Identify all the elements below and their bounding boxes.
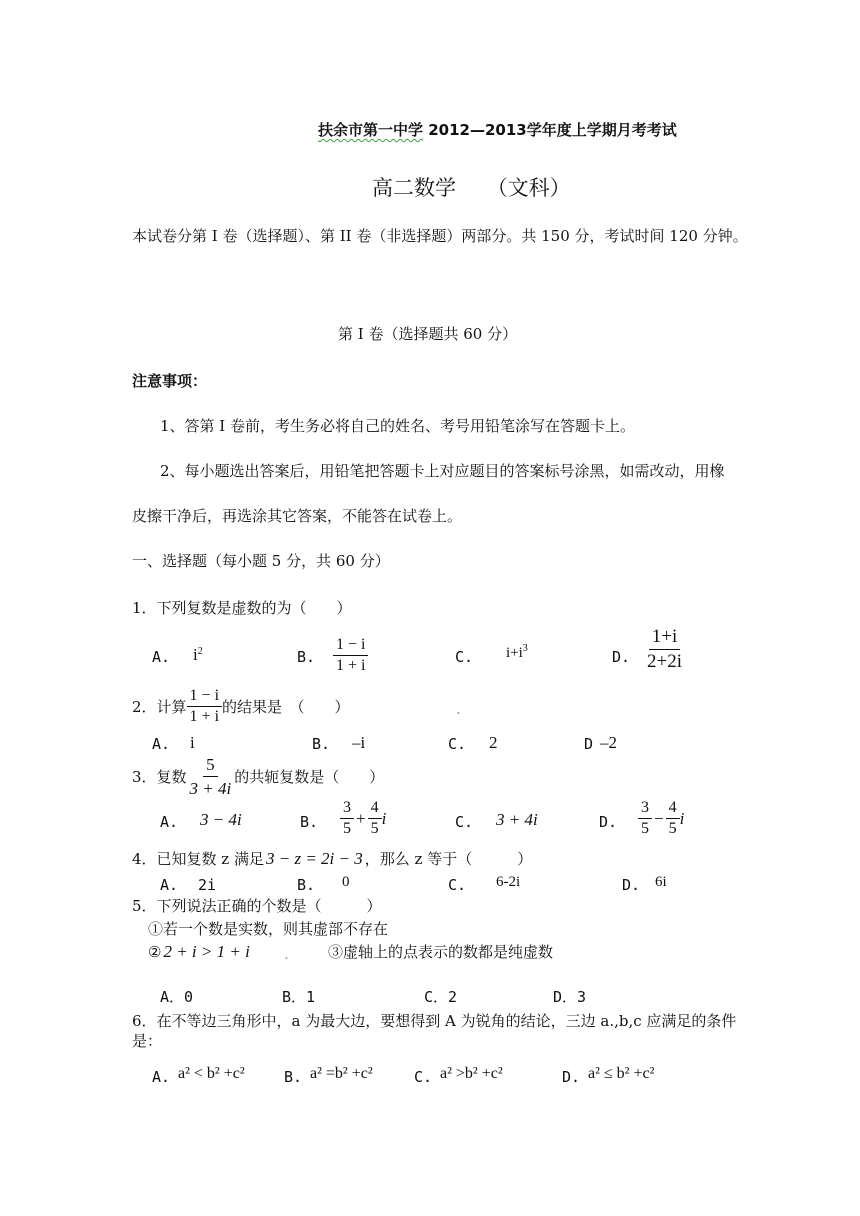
q5-option-c: C．2 (424, 988, 458, 1006)
q2-suffix: 的结果是 （ ） (222, 697, 350, 716)
subject-label: 高二数学 (372, 176, 456, 200)
notice-item-2b: 皮擦干净后，再选涂其它答案，不能答在试卷上。 (132, 507, 463, 525)
q3-b-frac2 (368, 799, 382, 838)
q4-option-a: 2i (198, 876, 217, 894)
q3-option-b-label: B. (300, 813, 319, 831)
q6-stem-line2: 是： (132, 1032, 163, 1050)
q4-stem (132, 850, 532, 868)
q3-b-frac1 (340, 799, 354, 838)
q2-option-d-label: D (584, 735, 594, 753)
q5-option-a: A．0 (160, 988, 194, 1006)
q1-option-b (333, 636, 368, 675)
q3-b-n1: 3 (340, 799, 354, 819)
intro-text: 本试卷分第 I 卷（选择题）、第 II 卷（非选择题）两部分。共 150 分，考试时间 120 分钟。 (132, 227, 748, 245)
exam-title (318, 119, 677, 140)
q2-stem (132, 687, 350, 726)
q6-option-a-label: A. (152, 1068, 171, 1086)
notice-heading: 注意事项： (132, 372, 208, 390)
q3-option-a-label: A. (160, 813, 179, 831)
q2-option-c-label: C. (448, 735, 467, 753)
q3-option-b (340, 799, 386, 838)
q1-b-num: 1 − i (333, 636, 368, 656)
q1-option-b-label: B. (297, 648, 316, 666)
q6-option-d-label: D. (562, 1068, 581, 1086)
q2-option-b-label: B. (312, 735, 331, 753)
q4-suffix: ，那么 z 等于（ ） (364, 850, 533, 868)
q1-option-c-label: C. (455, 648, 474, 666)
q3-d-n1: 3 (638, 799, 652, 819)
q5-s2-math: 2 + i > 1 + i (163, 942, 250, 961)
q2-num: 1 − i (187, 687, 222, 707)
q1-a-exp: 2 (197, 646, 203, 657)
section-heading: 一、选择题（每小题 5 分，共 60 分） (132, 552, 390, 570)
q3-num: 5 (203, 754, 218, 777)
q6-stem-line1: 6．在不等边三角形中，a 为最大边，要想得到 A 为锐角的结论，三边 a.,b,c 应满足的条件 (132, 1012, 737, 1030)
q2-option-d: –2 (600, 733, 617, 752)
q3-d-op: − (654, 808, 664, 828)
q3-option-d-label: D. (599, 813, 618, 831)
q3-b-i: i (381, 808, 387, 828)
q3-b-d2: 5 (370, 820, 379, 837)
q3-option-d (638, 799, 684, 838)
q4-option-b: 0 (342, 874, 350, 890)
q3-b-n2: 4 (368, 799, 382, 819)
term-label: 学年度上学期月考考试 (526, 121, 677, 139)
q4-option-a-label: A. (160, 876, 179, 894)
q2-fraction (187, 687, 222, 726)
q2-option-a: i (190, 733, 195, 752)
q2-stray-dot: . (456, 700, 461, 718)
notice-item-2a: 2、每小题选出答案后，用铅笔把答题卡上对应题目的答案标号涂黑，如需改动，用橡 (160, 462, 725, 480)
q1-b-den: 1 + i (336, 657, 366, 674)
q5-statement-3: ③虚轴上的点表示的数都是纯虚数 (328, 943, 554, 961)
q5-stray-dot: . (284, 945, 289, 963)
q3-option-a: 3 − 4i (200, 810, 242, 829)
q1-stem: 1．下列复数是虚数的为（ ） (132, 599, 352, 617)
q4-equation: 3 − z = 2i − 3 (265, 849, 363, 868)
q3-d-frac2 (666, 799, 680, 838)
q3-prefix: 3．复数 (132, 767, 187, 786)
q1-option-d-label: D. (612, 648, 631, 666)
q3-d-d2: 5 (668, 820, 677, 837)
q5-statement-1: ①若一个数是实数，则其虚部不存在 (148, 920, 389, 938)
q4-option-c: 6-2i (496, 874, 521, 890)
q1-option-d (644, 626, 685, 673)
notice-item-1: 1、答第 I 卷前，考生务必将自己的姓名、考号用铅笔涂写在答题卡上。 (160, 417, 636, 435)
q4-option-d: 6i (655, 874, 667, 890)
part1-title: 第 I 卷（选择题共 60 分） (338, 325, 518, 343)
q5-option-d: D．3 (553, 988, 587, 1006)
q1-option-a-label: A. (152, 648, 171, 666)
q4-prefix: 4．已知复数 z 满足 (132, 850, 264, 868)
q3-stem (132, 754, 384, 799)
q6-option-b: a² =b² +c² (310, 1065, 373, 1082)
q3-d-frac1 (638, 799, 652, 838)
q1-c-exp: 3 (522, 643, 528, 654)
q6-option-a: a² < b² +c² (178, 1065, 245, 1082)
year-range: 2012—2013 (428, 121, 527, 139)
q3-d-d1: 5 (641, 820, 649, 837)
q1-option-a (193, 645, 203, 665)
q1-d-num: 1+i (649, 626, 681, 650)
q6-option-d: a² ≤ b² +c² (588, 1065, 655, 1082)
q3-option-c: 3 + 4i (496, 810, 538, 829)
q1-d-den: 2+2i (647, 651, 682, 672)
q5-option-b: B．1 (282, 988, 316, 1006)
q3-suffix: 的共轭复数是（ ） (234, 767, 385, 786)
q1-c-base: i+i (506, 645, 523, 661)
q4-option-c-label: C. (448, 876, 467, 894)
q5-statement-2 (148, 943, 250, 961)
q3-den: 3 + 4i (189, 779, 232, 798)
q2-option-c: 2 (489, 733, 498, 752)
track-label: （文科） (486, 176, 571, 200)
q5-s2-mark: ② (148, 943, 162, 961)
school-name: 扶余市第一中学 (318, 121, 424, 139)
q3-fraction (187, 754, 235, 799)
q3-option-c-label: C. (455, 813, 474, 831)
q3-b-op: + (356, 808, 366, 828)
q3-b-d1: 5 (343, 820, 351, 837)
q5-stem: 5．下列说法正确的个数是（ ） (132, 897, 382, 915)
q6-option-b-label: B. (284, 1068, 303, 1086)
q1-d-fraction (644, 626, 685, 673)
q6-option-c: a² >b² +c² (440, 1065, 503, 1082)
q1-b-fraction (333, 636, 368, 675)
q4-option-b-label: B. (297, 876, 316, 894)
subject-title (372, 172, 571, 202)
q2-option-b: –i (352, 733, 366, 752)
q6-option-c-label: C. (414, 1068, 433, 1086)
q2-option-a-label: A. (152, 735, 171, 753)
q1-option-c (506, 645, 528, 662)
q2-den: 1 + i (189, 708, 220, 725)
q4-option-d-label: D. (622, 876, 641, 894)
q3-d-n2: 4 (666, 799, 680, 819)
q2-prefix: 2．计算 (132, 697, 187, 716)
q3-d-i: i (679, 808, 685, 828)
q1-a-base: i (193, 645, 198, 664)
